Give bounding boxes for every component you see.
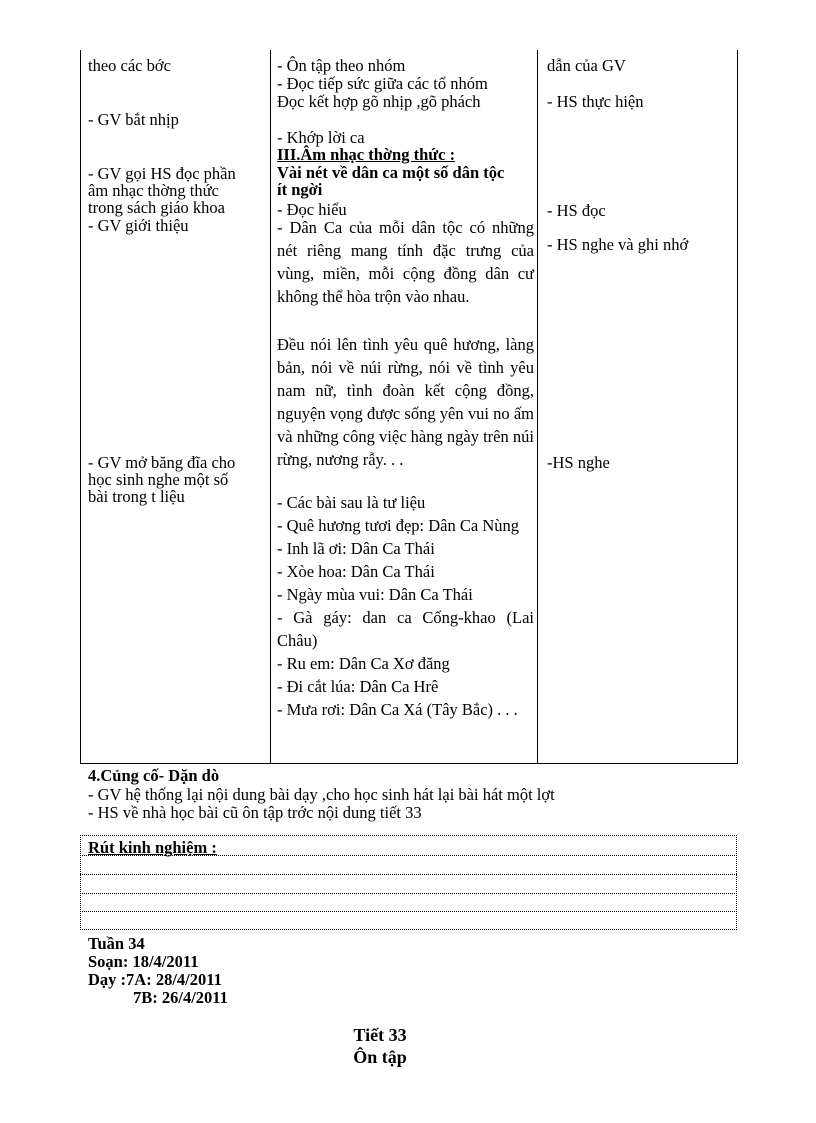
middle-song-list: - Các bài sau là tư liệu - Quê hương tươi đẹp: Dân Ca Nùng - Inh lã ơi: Dân Ca Thái - Xòe hoa: Dân Ca Thái - Ngày mùa vui: Dân Ca Thái - Gà gáy: dan ca Cống-khao (Lai Châu) - Ru em: Dân Ca Xơ đăng - Đi cắt lúa: Dân Ca Hrê - Mưa rơi: Dân Ca Xá (Tây Bắc) . . . (277, 493, 534, 719)
experience-line (80, 874, 737, 875)
right-text-4: - HS nghe và ghi nhớ (547, 235, 689, 254)
week-label: Tuần 34 (88, 934, 145, 953)
section-heading-music: III.Âm nhạc thờng thức : (277, 145, 456, 164)
table-border-bottom (80, 763, 738, 764)
right-text-3: - HS đọc (547, 201, 606, 220)
experience-heading: Rút kinh nghiệm : (88, 838, 217, 857)
middle-block-1: - Ôn tập theo nhóm - Đọc tiếp sức giữa các tổ nhóm Đọc kết hợp gõ nhịp ,gõ phách (277, 56, 488, 111)
lesson-number: Tiết 33 (353, 1025, 407, 1045)
lesson-title: Ôn tập (353, 1047, 407, 1067)
consolidation-heading: 4.Củng cố- Dặn dò (88, 766, 220, 785)
consolidation-line-2: - HS về nhà học bài cũ ôn tập trớc nội dung tiết 33 (88, 803, 422, 822)
middle-text-khop: - Khớp lời ca (277, 128, 365, 147)
taught-date-7b: 7B: 26/4/2011 (133, 988, 228, 1007)
section-subheading: Vài nét về dân ca một số dân tộc ít ngời (277, 163, 505, 199)
right-text-5: -HS nghe (547, 453, 610, 472)
taught-date-7a: Dạy :7A: 28/4/2011 (88, 970, 222, 989)
right-text-2: - HS thực hiện (547, 92, 644, 111)
middle-text-doc-hieu: - Đọc hiểu (277, 200, 347, 219)
left-text-2: - GV bắt nhịp (88, 110, 179, 129)
middle-paragraph-1: - Dân Ca của mỗi dân tộc có những nét riêng mang tính đặc trưng của vùng, miền, mỗi cộng đồng dân cư không thể hòa trộn vào nhau. (277, 218, 534, 306)
prepared-date: Soạn: 18/4/2011 (88, 952, 199, 971)
left-text-4: - GV giới thiệu (88, 216, 189, 235)
table-border-right (737, 50, 738, 764)
right-text-1: dẫn của GV (547, 56, 626, 75)
left-text-3: - GV gọi HS đọc phần âm nhạc thờng thức trong sách giáo khoa (88, 164, 236, 217)
table-divider-2 (537, 50, 538, 764)
middle-paragraph-2: Đều nói lên tình yêu quê hương, làng bản, nói về núi rừng, nói về tình yêu nam nữ, tình đoàn kết cộng đồng, nguyện vọng được sống yên vui no ấm và những công việc hàng ngày trên núi rừng, nương rẫy. . . (277, 335, 534, 469)
table-border-left (80, 50, 81, 764)
experience-line (80, 893, 737, 894)
experience-line (80, 911, 737, 912)
left-text-1: theo các bớc (88, 56, 171, 75)
consolidation-line-1: - GV hệ thống lại nội dung bài dạy ,cho học sinh hát lại bài hát một lợt (88, 785, 555, 804)
left-text-5: - GV mở băng đĩa cho học sinh nghe một số bài trong t liệu (88, 453, 236, 506)
table-divider-1 (270, 50, 271, 764)
